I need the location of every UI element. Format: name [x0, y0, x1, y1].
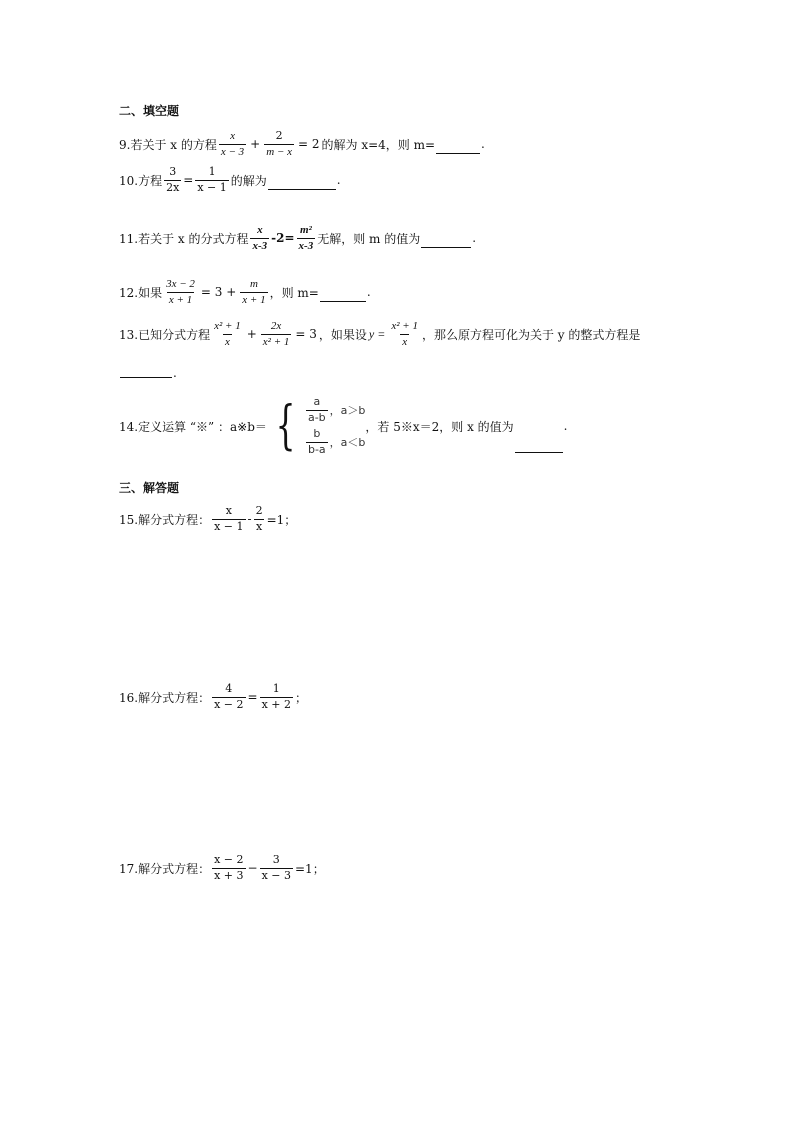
- question-14: [119, 396, 567, 457]
- q10-fraction-2: [195, 166, 228, 194]
- q13-prefix: 13.已知分式方程: [119, 327, 211, 342]
- q9-f1-denominator: x − 3: [220, 145, 245, 158]
- q13-fraction-2: [261, 320, 292, 348]
- q14-answer-blank[interactable]: [515, 451, 563, 453]
- q10-equals: =: [183, 173, 194, 188]
- q9-suffix: 的解为 x=4，则 m=: [321, 137, 436, 152]
- q13-f2-numerator: 2x: [270, 320, 282, 332]
- q12-equals: = 3 +: [200, 285, 237, 300]
- q9-equals: = 2: [297, 137, 320, 152]
- q13-fraction-1: [212, 320, 243, 348]
- q14-case1-numerator: a: [313, 395, 321, 408]
- q14-case-2: [304, 428, 365, 456]
- q17-f1-numerator: x − 2: [214, 853, 244, 866]
- q13-mid: ，如果设: [318, 327, 367, 342]
- q13-plus: +: [246, 327, 257, 342]
- q9-answer-blank[interactable]: [436, 152, 480, 154]
- q9-f2-numerator: 2: [275, 129, 283, 142]
- q10-fraction-1: [164, 166, 181, 194]
- q9-prefix: 9.若关于 x 的方程: [119, 137, 217, 152]
- question-12: [119, 278, 371, 306]
- q11-fraction-1: [250, 224, 269, 252]
- q13-f1-numerator: x² + 1: [214, 320, 241, 332]
- q10-prefix: 10.方程: [119, 173, 163, 188]
- q12-suffix: ，则 m=: [269, 285, 319, 300]
- q15-fraction-2: [254, 505, 265, 533]
- q15-minus: -: [247, 512, 252, 527]
- q16-suffix: ；: [295, 690, 308, 705]
- q9-fraction-2: [264, 130, 294, 158]
- question-11: [119, 224, 476, 252]
- q15-f2-denominator: x: [255, 519, 263, 533]
- q12-f1-denominator: x + 1: [168, 293, 193, 306]
- q15-f2-numerator: 2: [255, 504, 263, 517]
- q13-f3-denominator: x: [402, 335, 408, 348]
- q12-fraction-2: [240, 278, 267, 306]
- q16-f1-numerator: 4: [225, 682, 233, 695]
- q11-minus-two: -2=: [271, 231, 295, 246]
- q12-f2-denominator: x + 1: [242, 293, 266, 306]
- q15-f1-denominator: x − 1: [214, 519, 244, 533]
- question-16: [119, 683, 307, 711]
- q16-f2-denominator: x + 2: [261, 697, 291, 711]
- q15-f1-numerator: x: [225, 504, 232, 517]
- q13-f1-denominator: x: [224, 335, 230, 348]
- q14-suffix: ，若 5※x＝2，则 x 的值为: [365, 419, 514, 434]
- q16-prefix: 16.解分式方程：: [119, 690, 211, 705]
- q12-answer-blank[interactable]: [320, 300, 366, 302]
- q9-plus: +: [250, 137, 261, 152]
- q13-f3-numerator: x² + 1: [391, 320, 418, 332]
- q14-case1-condition: ，a＞b: [329, 404, 366, 418]
- q11-f2-numerator: m²: [299, 224, 312, 236]
- q17-f2-numerator: 3: [272, 853, 280, 866]
- question-13: [119, 320, 640, 348]
- q14-end: .: [563, 419, 568, 434]
- q13-answer-blank[interactable]: [120, 376, 172, 378]
- q10-suffix: 的解为: [230, 173, 267, 188]
- q14-case1-denominator: a-b: [307, 410, 326, 424]
- q9-f1-numerator: x: [230, 130, 235, 142]
- q13-y-equals: y =: [368, 326, 386, 341]
- q12-prefix: 12.如果: [119, 285, 163, 300]
- q17-suffix: =1；: [295, 861, 325, 876]
- section-heading-fill-in: 二、填空题: [119, 104, 180, 118]
- question-13-continuation: [119, 366, 177, 380]
- q13-suffix: ，那么原方程可化为关于 y 的整式方程是: [421, 327, 641, 342]
- q11-suffix: 无解，则 m 的值为: [317, 231, 421, 246]
- q12-end: .: [366, 285, 371, 300]
- q15-fraction-1: [212, 505, 245, 533]
- q16-fraction-2: [260, 683, 293, 711]
- q16-f1-denominator: x − 2: [214, 697, 244, 711]
- q17-minus: −: [247, 861, 258, 876]
- q14-piecewise-definition: [269, 396, 366, 457]
- q16-fraction-1: [212, 683, 245, 711]
- q14-case2-denominator: b-a: [307, 442, 326, 456]
- q15-prefix: 15.解分式方程：: [119, 512, 211, 527]
- q9-end: .: [481, 137, 485, 152]
- q13-equals: = 3: [295, 327, 317, 342]
- q13-end: .: [173, 366, 177, 380]
- q10-answer-blank[interactable]: [268, 188, 336, 190]
- question-17: [119, 854, 325, 882]
- q17-fraction-2: [260, 854, 293, 882]
- q11-end: .: [472, 231, 477, 246]
- question-10: [119, 166, 341, 194]
- q15-suffix: =1；: [266, 512, 297, 527]
- q11-f2-denominator: x-3: [298, 239, 314, 252]
- q12-f2-numerator: m: [249, 278, 258, 290]
- q9-f2-denominator: m − x: [266, 145, 292, 158]
- q11-f1-denominator: x-3: [252, 239, 268, 252]
- left-brace-icon: {: [275, 396, 296, 457]
- q10-f1-numerator: 3: [169, 165, 177, 178]
- q17-f1-denominator: x + 3: [214, 868, 244, 882]
- q14-case2-numerator: b: [313, 427, 321, 441]
- q16-f2-numerator: 1: [272, 682, 280, 695]
- q14-case-1: [304, 396, 365, 424]
- section-heading-solve: 三、解答题: [119, 481, 180, 495]
- q11-prefix: 11.若关于 x 的分式方程: [119, 231, 249, 246]
- question-15: [119, 505, 296, 533]
- q10-f1-denominator: 2x: [166, 180, 180, 194]
- q17-f2-denominator: x − 3: [261, 868, 291, 882]
- q17-prefix: 17.解分式方程：: [119, 861, 211, 876]
- q14-case2-condition: ，a＜b: [329, 436, 366, 450]
- q10-f2-denominator: x − 1: [197, 180, 227, 194]
- q13-f2-denominator: x² + 1: [262, 335, 290, 348]
- q12-fraction-1: [164, 278, 197, 306]
- q11-f1-numerator: x: [257, 224, 263, 236]
- q11-answer-blank[interactable]: [421, 246, 471, 248]
- q17-fraction-1: [212, 854, 245, 882]
- question-9: [119, 130, 485, 158]
- q11-fraction-2: [297, 224, 316, 252]
- q14-prefix: 14.定义运算 “※” ：a※b＝: [119, 419, 267, 434]
- q12-f1-numerator: 3x − 2: [166, 278, 195, 290]
- q10-end: .: [336, 173, 341, 188]
- q10-f2-numerator: 1: [208, 165, 216, 178]
- q16-equals: =: [247, 690, 258, 705]
- q9-fraction-1: [219, 130, 246, 158]
- q13-fraction-3: [389, 320, 420, 348]
